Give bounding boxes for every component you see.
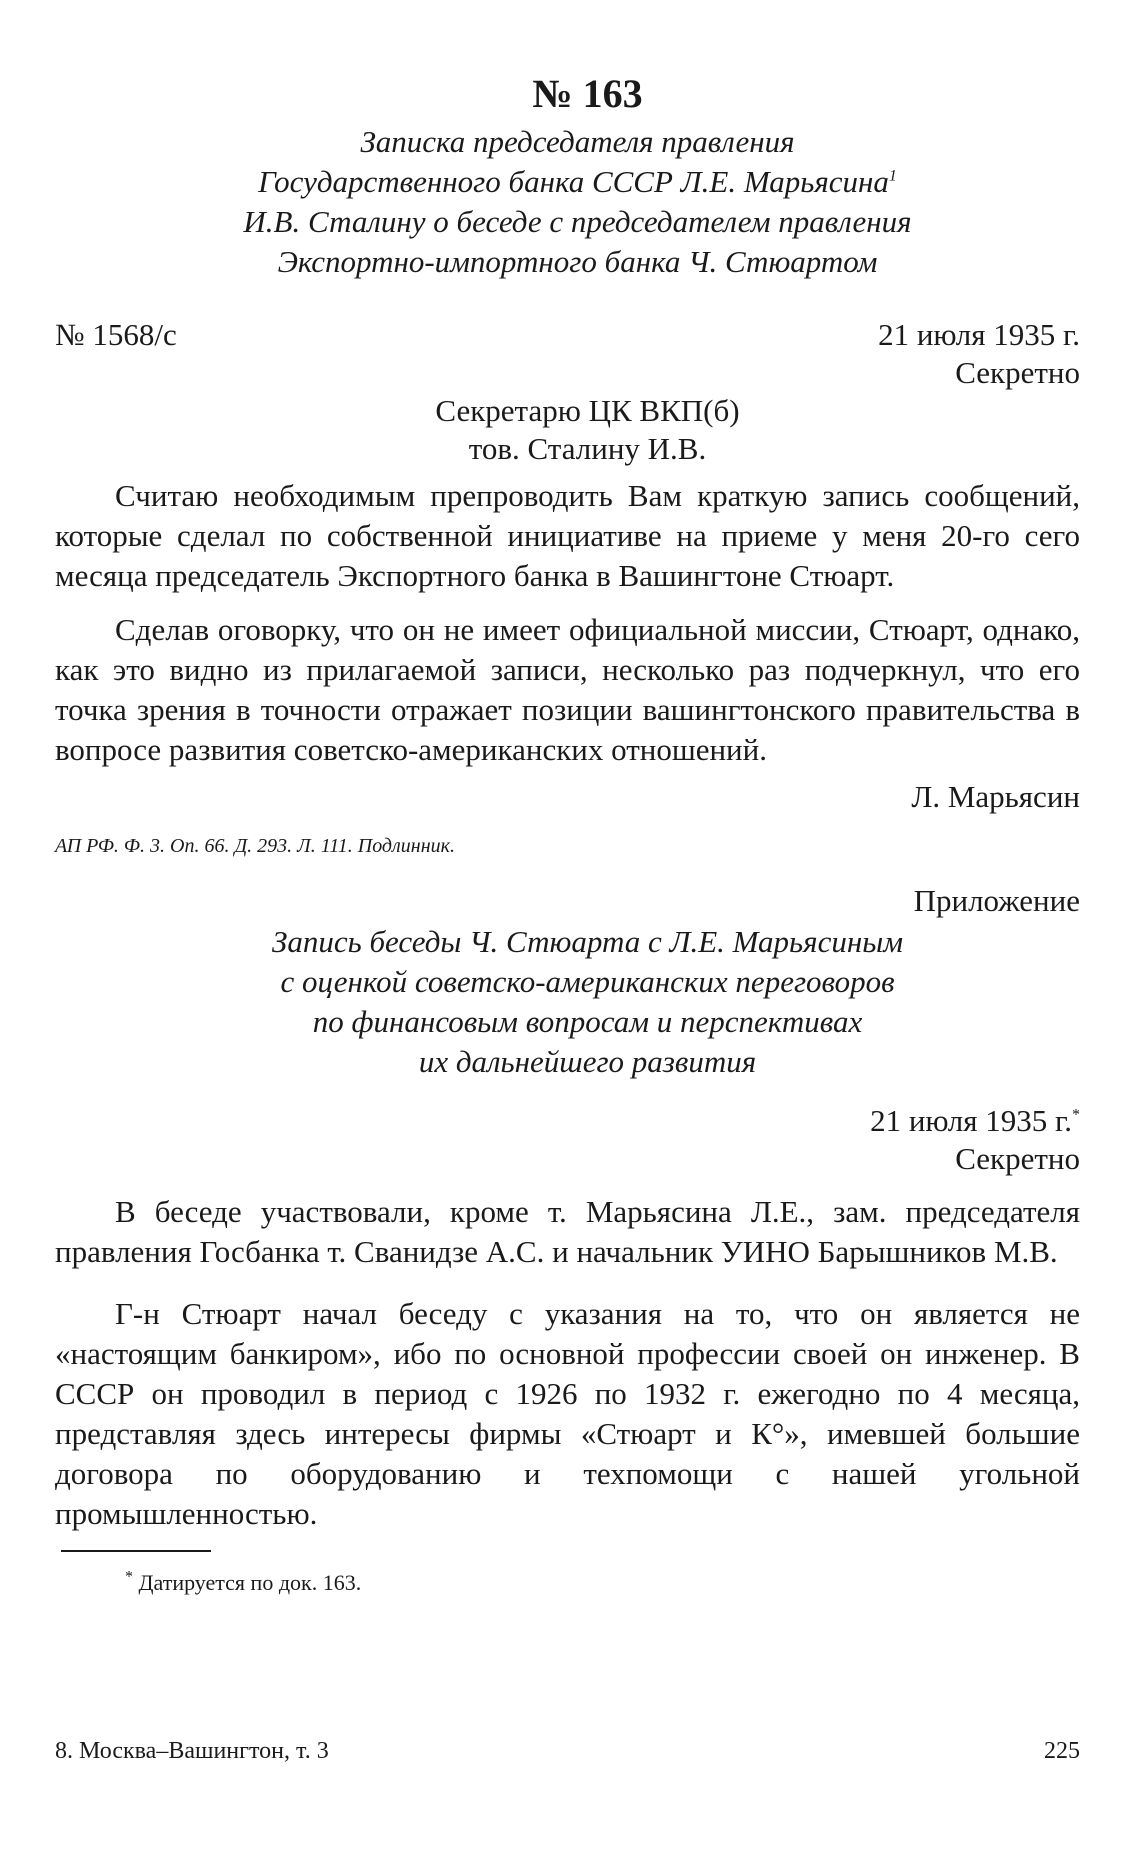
- attachment-date: 21 июля 1935 г.*: [870, 1103, 1080, 1138]
- attachment-label: Приложение: [913, 883, 1080, 918]
- volume-info: 8. Москва–Вашингтон, т. 3: [55, 1738, 329, 1764]
- footnote: [55, 1568, 1080, 1598]
- page-footer: [55, 1736, 1080, 1766]
- addressee-line: тов. Сталину И.В.: [468, 431, 707, 466]
- archive-reference: АП РФ. Ф. 3. Оп. 66. Д. 293. Л. 111. Подлинник.: [55, 835, 455, 857]
- footnote-text: Датируется по док. 163.: [138, 1570, 362, 1595]
- addressee-line: Секретарю ЦК ВКП(б): [435, 393, 740, 428]
- document-page: [55, 58, 1080, 1598]
- attachment-title: [55, 922, 1080, 1082]
- body-paragraph: Считаю необходимым препроводить Вам краткую запись сообщений, которые сделал по собственной инициативе на приеме у меня 20-го сего месяца председатель Экспортного банка в Вашингтоне Стюарт.: [55, 478, 1080, 593]
- footnote-mark: *: [125, 1568, 133, 1586]
- registration-row: [55, 316, 1080, 354]
- registration-number: № 1568/с: [55, 317, 177, 352]
- attachment-classification: Секретно: [955, 1141, 1080, 1176]
- document-number: № 163: [532, 71, 643, 116]
- document-title-line: И.В. Сталину о беседе с председателем правления: [243, 204, 912, 239]
- page-number: 225: [1044, 1738, 1080, 1764]
- footnote-mark: *: [1072, 1106, 1080, 1124]
- attachment-title-line: по финансовым вопросам и перспективах: [312, 1004, 863, 1039]
- document-title-line: Государственного банка СССР Л.Е. Марьясина$^1$: [258, 164, 897, 199]
- document-title-line: Записка председателя правления: [360, 124, 795, 159]
- body-paragraph: Г-н Стюарт начал беседу с указания на то, что он является не «настоящим банкиром», ибо по основной профессии своей он инженер. В СССР он проводил в период с 1926 по 1932 г. ежегодно по 4 месяца, представляя здесь интересы фирмы «Стюарт и К°», имевшей большие договора по оборудованию и техпомощи с нашей угольной промышленностью.: [55, 1296, 1080, 1531]
- footnote-mark: 1: [888, 167, 897, 185]
- classification-stamp: Секретно: [955, 355, 1080, 390]
- footnote-divider: [61, 1550, 211, 1552]
- document-title-line: Экспортно-импортного банка Ч. Стюартом: [277, 244, 878, 279]
- attachment-title-line: Запись беседы Ч. Стюарта с Л.Е. Марьясиным: [271, 924, 903, 959]
- attachment-title-line: их дальнейшего развития: [418, 1044, 757, 1079]
- signature: Л. Марьясин: [911, 779, 1080, 814]
- body-paragraph: В беседе участвовали, кроме т. Марьясина Л.Е., зам. председателя правления Госбанка т. Сванидзе А.С. и начальник УИНО Барышников М.В.: [55, 1194, 1080, 1269]
- document-date: 21 июля 1935 г.: [878, 317, 1080, 352]
- document-title: [55, 122, 1080, 282]
- attachment-title-line: с оценкой советско-американских переговоров: [280, 964, 895, 999]
- body-paragraph: Сделав оговорку, что он не имеет официальной миссии, Стюарт, однако, как это видно из прилагаемой записи, несколько раз подчеркнул, что его точка зрения в точности отражает позиции вашингтонского правительства в вопросе развития советско-американских отношений.: [55, 612, 1080, 767]
